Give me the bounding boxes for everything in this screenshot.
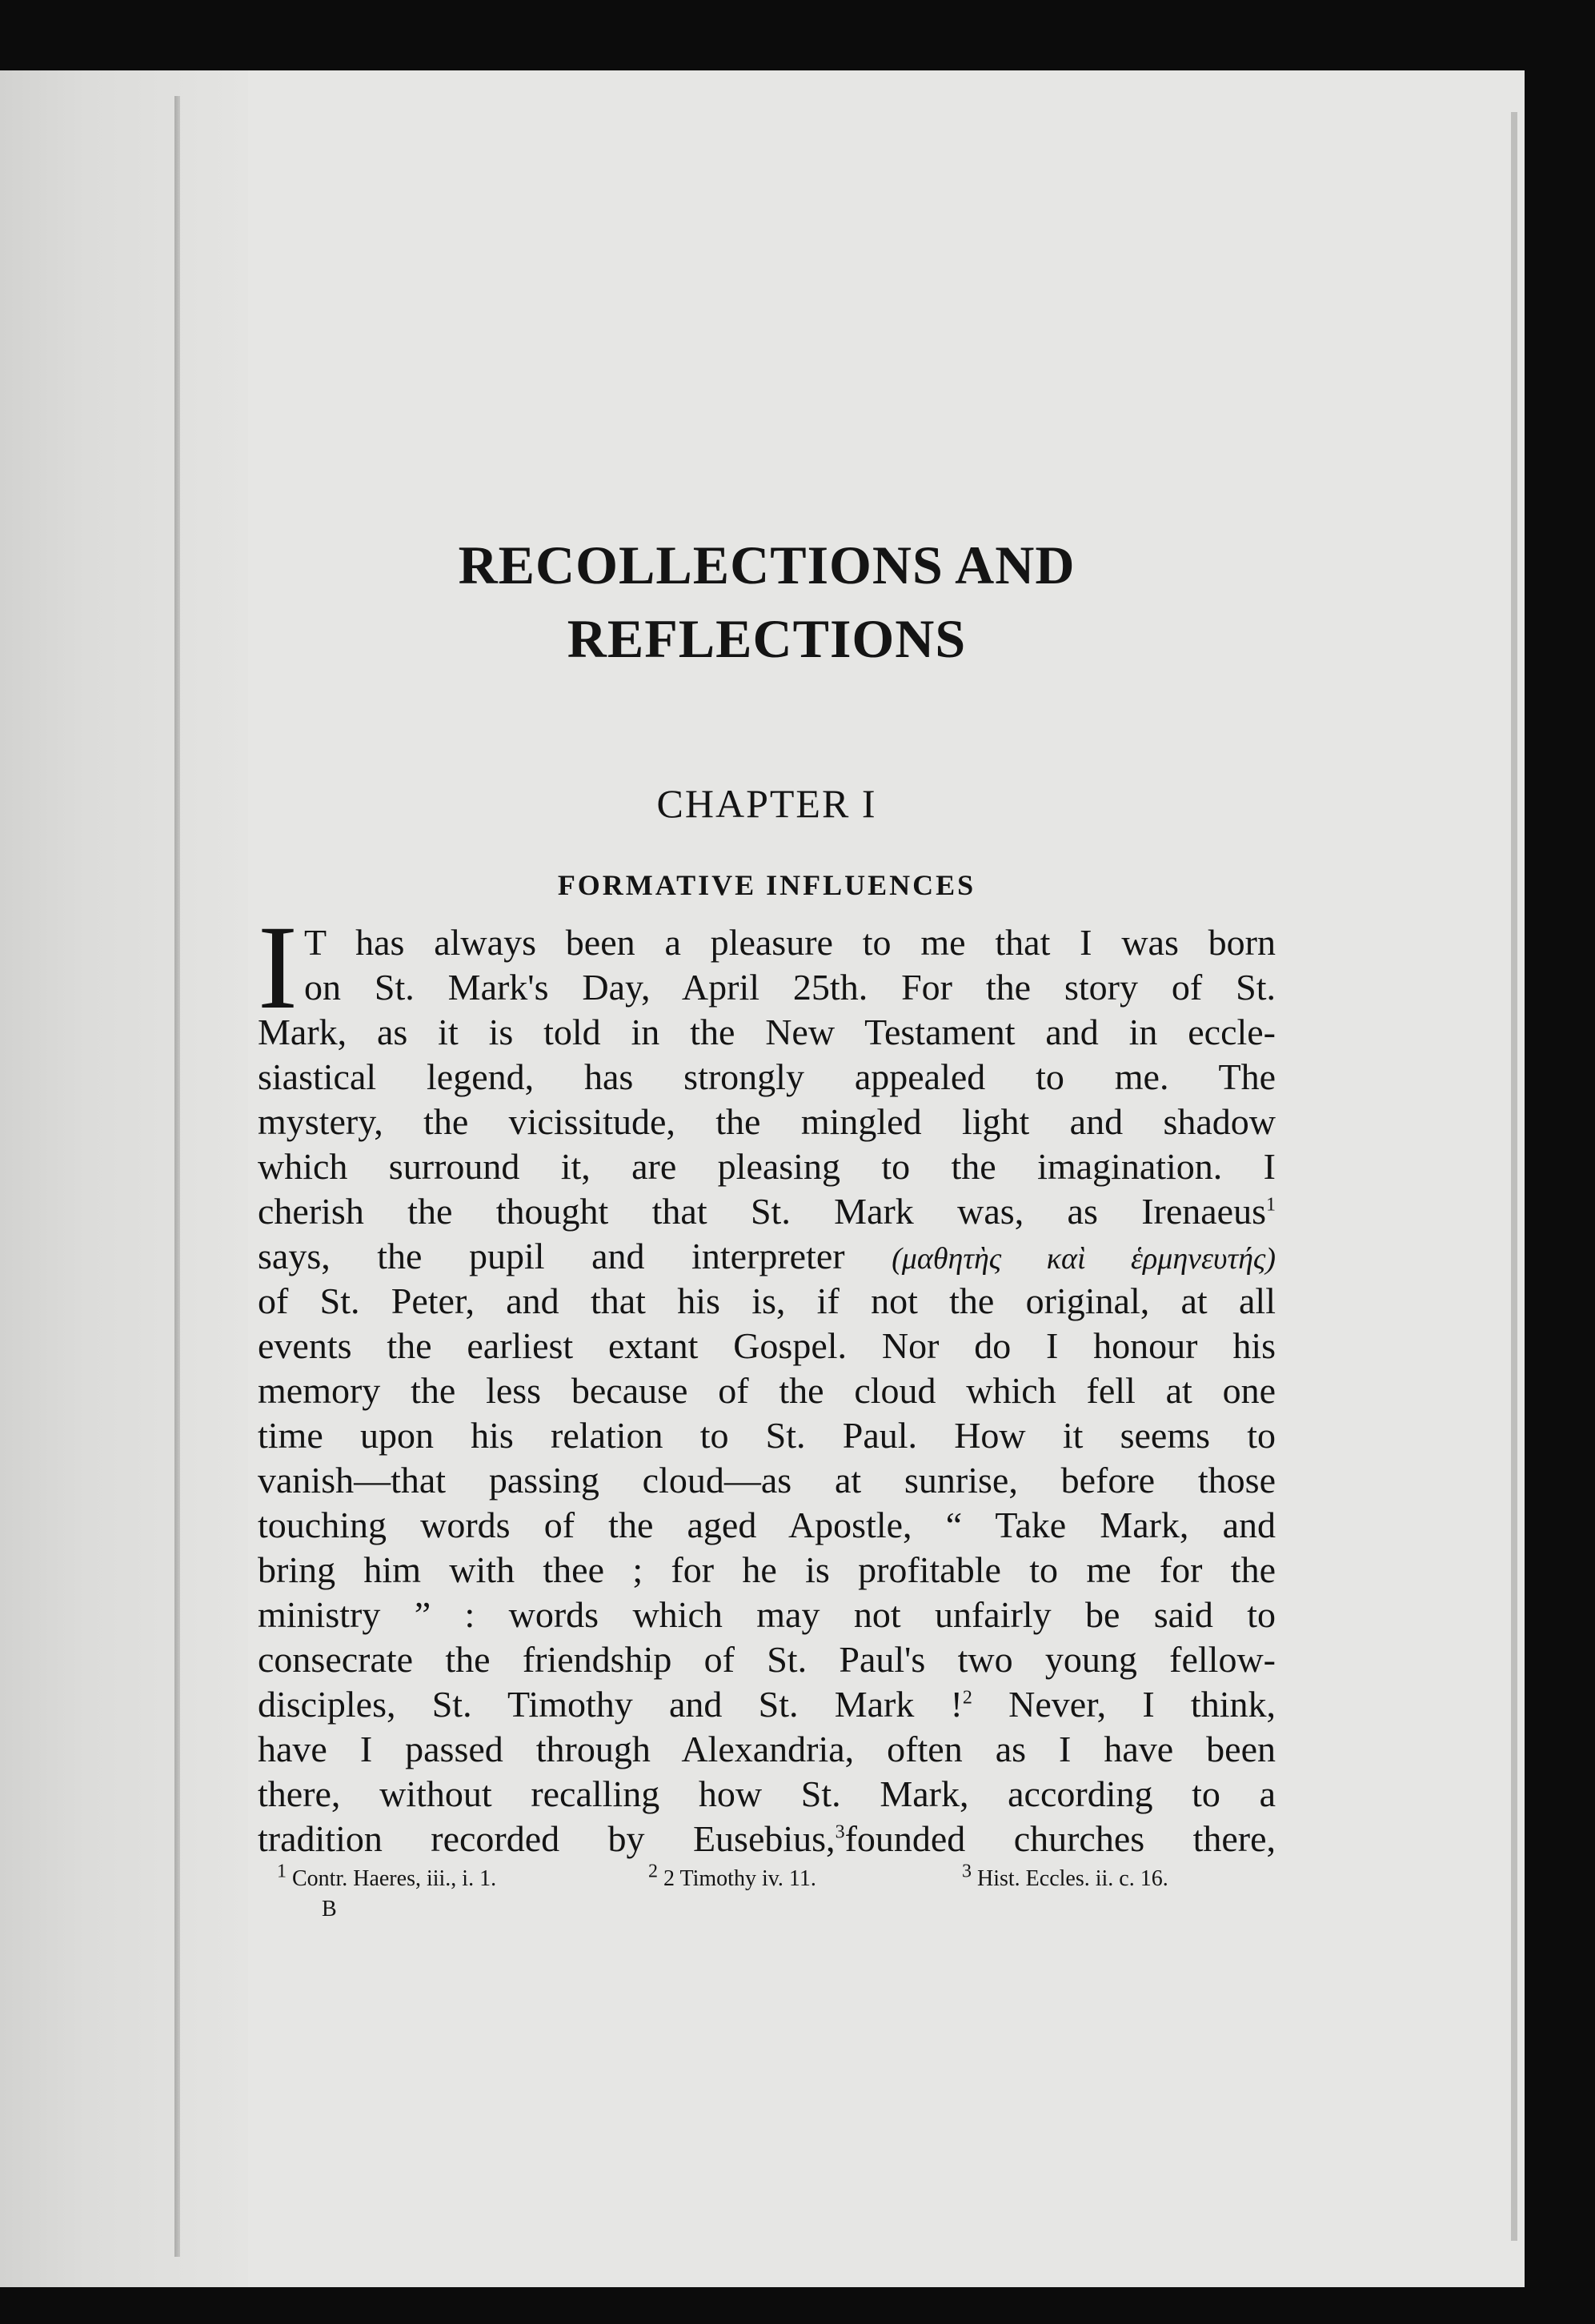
text-line-tail: Never, I think, — [1008, 1684, 1276, 1725]
text-line: T has always been a pleasure to me that I was born — [304, 922, 1276, 963]
body-text — [258, 901, 1276, 1861]
footnote-ref: 2 — [962, 1687, 972, 1709]
footnote — [277, 1863, 496, 1895]
chapter-heading: CHAPTER I — [656, 781, 877, 826]
footnote-text: Contr. Haeres, iii., i. 1. — [292, 1866, 497, 1891]
drop-cap: I — [258, 901, 298, 1034]
text-line: vanish—that passing cloud—as at sunrise, before those — [258, 1460, 1276, 1501]
book-title — [258, 528, 1276, 675]
footnote-mark: 3 — [962, 1861, 972, 1882]
text-line-content: cherish the thought that St. Mark was, as Irenaeus — [258, 1191, 1266, 1232]
greek-phrase: (μαθητὴς καὶ ἑρμηνευτής) — [892, 1242, 1276, 1276]
text-line: time upon his relation to St. Paul. How it seems to — [258, 1415, 1276, 1456]
text-line: which surround it, are pleasing to the imagination. I — [258, 1146, 1276, 1187]
text-line: of St. Peter, and that his is, if not the original, at all — [258, 1280, 1276, 1321]
text-line: have I passed through Alexandria, often as I have been — [258, 1729, 1276, 1769]
text-line — [258, 1234, 1276, 1279]
text-line: ministry ” : words which may not unfairly be said to — [258, 1594, 1276, 1635]
text-line: mystery, the vicissitude, the mingled light and shadow — [258, 1101, 1276, 1142]
footnote-ref: 3 — [835, 1821, 845, 1843]
text-line — [258, 1189, 1276, 1234]
chapter-subtitle: FORMATIVE INFLUENCES — [557, 869, 976, 901]
text-line-content: says, the pupil and interpreter — [258, 1236, 845, 1276]
book-title-line-1: RECOLLECTIONS AND — [458, 535, 1076, 595]
footnote — [648, 1863, 816, 1895]
text-line: on St. Mark's Day, April 25th. For the story of St. — [304, 967, 1276, 1008]
text-line: events the earliest extant Gospel. Nor do I honour his — [258, 1325, 1276, 1366]
footnote-text: Hist. Eccles. ii. c. 16. — [977, 1866, 1168, 1891]
text-line — [258, 1682, 1276, 1727]
footnote-ref: 1 — [1266, 1194, 1276, 1216]
text-line: siastical legend, has strongly appealed to me. The — [258, 1056, 1276, 1097]
text-line: there, without recalling how St. Mark, according to a — [258, 1773, 1276, 1814]
page-edge — [1511, 112, 1517, 2241]
footnote-text: 2 Timothy iv. 11. — [663, 1866, 816, 1891]
signature-mark: B — [322, 1897, 337, 1921]
text-line-tail: founded churches there, — [844, 1818, 1276, 1859]
text-line-content: disciples, St. Timothy and St. Mark ! — [258, 1684, 963, 1725]
footnote — [962, 1863, 1168, 1895]
book-title-line-2: REFLECTIONS — [567, 608, 967, 669]
text-line: consecrate the friendship of St. Paul's two young fellow- — [258, 1639, 1276, 1680]
text-line: touching words of the aged Apostle, “ Take Mark, and — [258, 1505, 1276, 1545]
binding-edge — [174, 96, 180, 2257]
footnote-mark: 1 — [277, 1861, 287, 1882]
text-line — [258, 1817, 1276, 1861]
page-gutter-shadow — [0, 70, 248, 2287]
footnote-mark: 2 — [648, 1861, 658, 1882]
text-line: bring him with thee ; for he is profitable to me for the — [258, 1549, 1276, 1590]
text-line: Mark, as it is told in the New Testament and in eccle- — [258, 1012, 1276, 1052]
text-line-content: tradition recorded by Eusebius, — [258, 1818, 836, 1859]
text-line: memory the less because of the cloud which fell at one — [258, 1370, 1276, 1411]
